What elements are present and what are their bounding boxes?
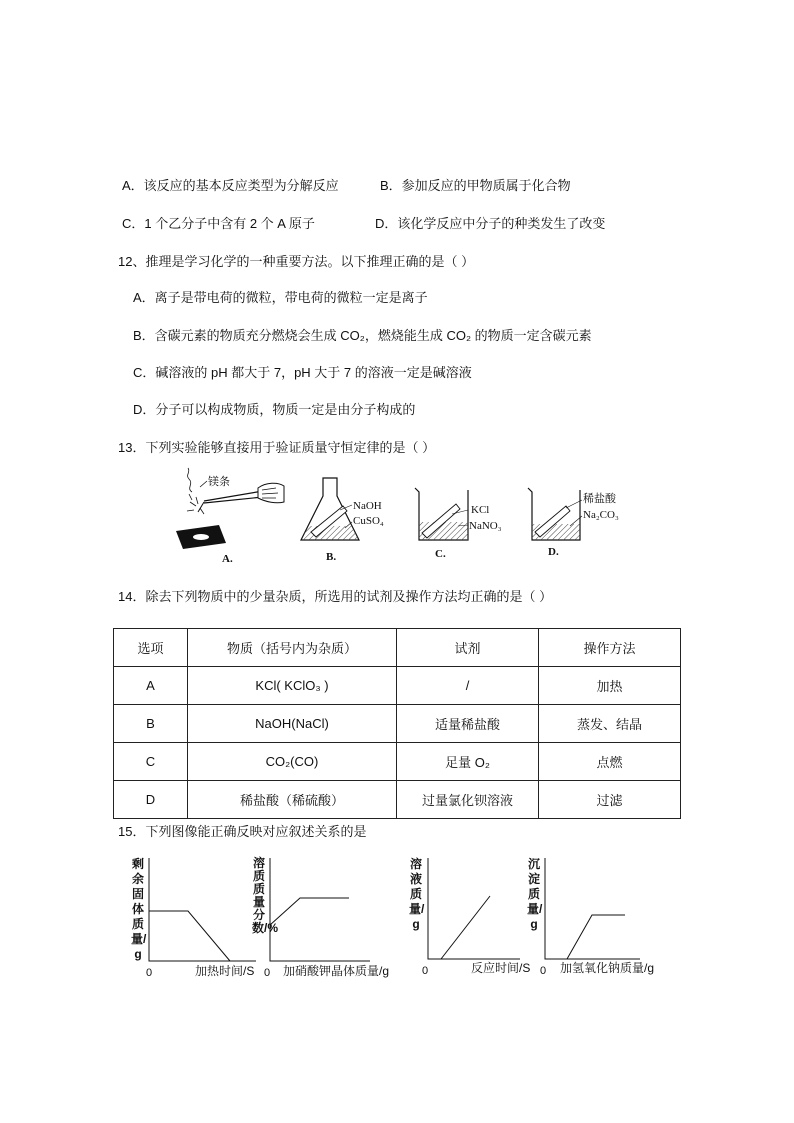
q13-stem: 13．下列实验能够直接用于验证质量守恒定律的是（ ） bbox=[118, 440, 436, 455]
table-cell: 加热 bbox=[539, 667, 681, 705]
graph2-x-label: 加硝酸钾晶体质量/g bbox=[283, 964, 390, 978]
table-cell: / bbox=[397, 667, 539, 705]
table-cell: B bbox=[114, 705, 188, 743]
graph4-y-label: 沉淀质量/g bbox=[527, 857, 543, 931]
graph3 bbox=[428, 858, 520, 959]
q12-option-a: A．离子是带电荷的微粒，带电荷的微粒一定是离子 bbox=[133, 290, 428, 305]
apparatus-c-beaker bbox=[415, 488, 502, 560]
graph3-x-label: 反应时间/S bbox=[471, 961, 531, 975]
apparatus-a-burning-magnesium bbox=[176, 468, 284, 565]
option-label: C. bbox=[435, 548, 446, 560]
graph3-curve bbox=[441, 896, 490, 959]
graph4-x-label: 加氢氧化钠质量/g bbox=[560, 961, 655, 975]
graph1-origin: 0 bbox=[146, 967, 153, 979]
table-cell: A bbox=[114, 667, 188, 705]
apparatus-b-conical-flask bbox=[301, 478, 384, 563]
magnesium-ribbon bbox=[198, 502, 204, 512]
label-pointer bbox=[200, 481, 207, 487]
graph2 bbox=[270, 858, 370, 961]
table-cell: CO₂(CO) bbox=[188, 743, 397, 781]
q14-stem: 14．除去下列物质中的少量杂质，所选用的试剂及操作方法均正确的是（ ） bbox=[118, 589, 553, 604]
graph2-origin: 0 bbox=[264, 967, 271, 979]
table-cell: 过量氯化钡溶液 bbox=[397, 781, 539, 819]
table-cell: 点燃 bbox=[539, 743, 681, 781]
spark-lines bbox=[187, 494, 204, 514]
reagent-label: NaNO₃ bbox=[469, 520, 502, 532]
reagent-label: CuSO₄ bbox=[353, 515, 384, 527]
graph2-curve bbox=[270, 898, 349, 925]
table-cell: 蒸发、结晶 bbox=[539, 705, 681, 743]
table-cell: 稀盐酸（稀硫酸） bbox=[188, 781, 397, 819]
reagent-label: 稀盐酸 bbox=[583, 493, 616, 505]
smoke-curl bbox=[188, 468, 192, 492]
table-cell: C bbox=[114, 743, 188, 781]
reagent-label: Na₂CO₃ bbox=[583, 509, 619, 521]
reagent-label: NaOH bbox=[353, 500, 382, 512]
graph1-axes bbox=[149, 858, 256, 961]
ash-spot bbox=[193, 534, 209, 540]
graph4-origin: 0 bbox=[540, 965, 547, 977]
q12-stem: 12、推理是学习化学的一种重要方法。以下推理正确的是（ ） bbox=[118, 254, 475, 269]
apparatus-d-beaker bbox=[528, 488, 619, 558]
table-cell: KCl( KClO₃ ) bbox=[188, 667, 397, 705]
option-label: A. bbox=[222, 553, 233, 565]
q12-option-d: D．分子可以构成物质，物质一定是由分子构成的 bbox=[133, 402, 416, 417]
q15-stem: 15．下列图像能正确反映对应叙述关系的是 bbox=[118, 824, 367, 839]
q11-option-d: D．该化学反应中分子的种类发生了改变 bbox=[375, 216, 606, 231]
graph4 bbox=[545, 858, 640, 959]
graph4-curve bbox=[567, 915, 625, 959]
hand-shape bbox=[258, 483, 284, 503]
graph1-y-label: 剩余固体质量/g bbox=[131, 857, 147, 961]
graph3-origin: 0 bbox=[422, 965, 429, 977]
graph4-axes bbox=[545, 858, 640, 959]
graph1 bbox=[149, 858, 256, 961]
reagent-label: 镁条 bbox=[208, 476, 230, 488]
q12-option-b: B．含碳元素的物质充分燃烧会生成 CO₂，燃烧能生成 CO₂ 的物质一定含碳元素 bbox=[133, 328, 592, 343]
table-cell: 适量稀盐酸 bbox=[397, 705, 539, 743]
table-header-cell: 物质（括号内为杂质） bbox=[188, 629, 397, 667]
graph2-axes bbox=[270, 858, 370, 961]
graph1-x-label: 加热时间/S bbox=[195, 964, 255, 978]
q12-option-c: C．碱溶液的 pH 都大于 7，pH 大于 7 的溶液一定是碱溶液 bbox=[133, 365, 472, 380]
table-cell: 过滤 bbox=[539, 781, 681, 819]
table-header-cell: 操作方法 bbox=[539, 629, 681, 667]
q11-option-c: C．1 个乙分子中含有 2 个 A 原子 bbox=[122, 216, 315, 231]
graph2-y-label: 溶质质量分数/% bbox=[252, 856, 279, 935]
table-header-cell: 选项 bbox=[114, 629, 188, 667]
option-label: B. bbox=[326, 551, 337, 563]
q11-option-a: A．该反应的基本反应类型为分解反应 bbox=[122, 178, 339, 193]
flask-liquid bbox=[301, 526, 359, 540]
graph3-axes bbox=[428, 858, 520, 959]
reagent-label: KCl bbox=[471, 504, 490, 516]
table-cell: D bbox=[114, 781, 188, 819]
option-label: D. bbox=[548, 546, 559, 558]
table-header-cell: 试剂 bbox=[397, 629, 539, 667]
graph1-curve bbox=[149, 911, 230, 961]
table-cell: NaOH(NaCl) bbox=[188, 705, 397, 743]
q11-option-b: B．参加反应的甲物质属于化合物 bbox=[380, 178, 571, 193]
graph3-y-label: 溶液质量/g bbox=[409, 857, 425, 931]
table-cell: 足量 O₂ bbox=[397, 743, 539, 781]
